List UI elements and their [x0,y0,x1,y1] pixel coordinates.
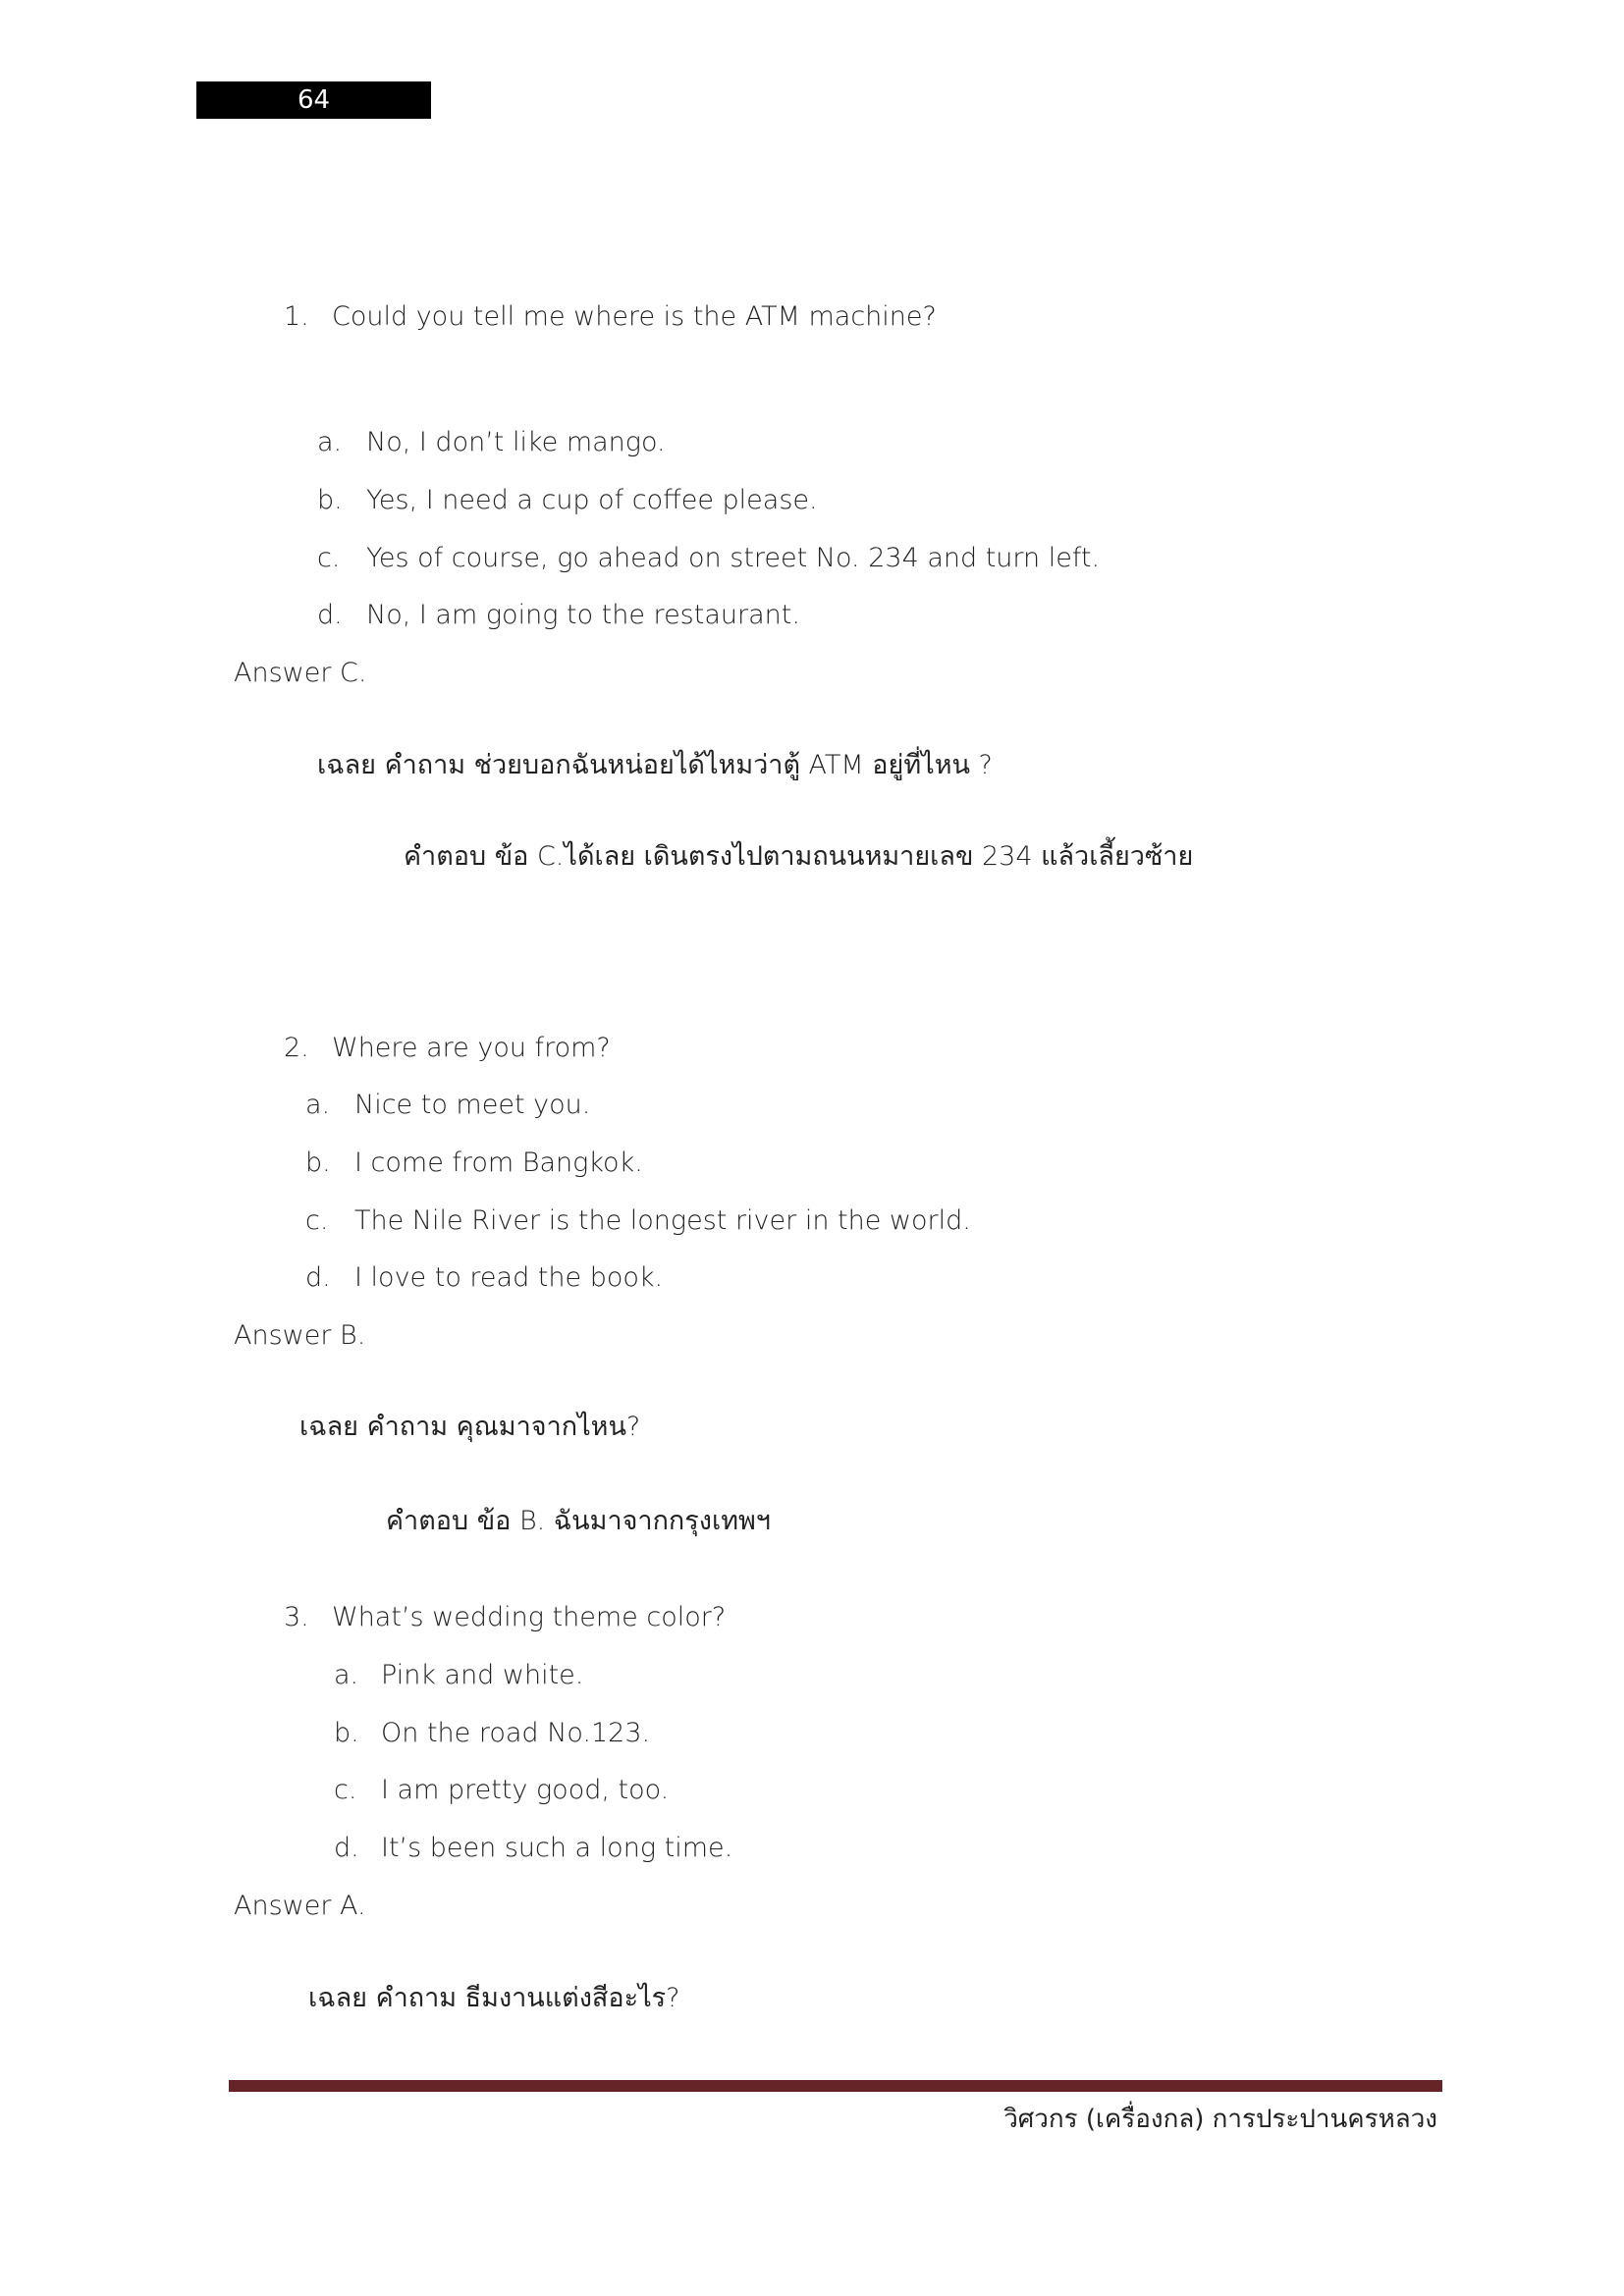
option-text: I love to read the book. [354,1262,664,1293]
thai-answer: คำตอบ ข้อ C.ได้เลย เดินตรงไปตามถนนหมายเลข 234 แล้วเลี้ยวซ้าย [404,841,1194,872]
answer-label: Answer C. [234,658,367,688]
option-text: No, I am going to the restaurant. [366,600,800,630]
question-text: What’s wedding theme color? [332,1602,727,1632]
option-text: It’s been such a long time. [381,1833,733,1863]
thai-question: เฉลย คำถาม ช่วยบอกฉันหน่อยได้ไหมว่าตู้ ATM อยู่ที่ไหน ? [317,750,993,780]
option-text: Nice to meet you. [354,1090,591,1120]
answer-label: Answer A. [234,1891,366,1921]
option-letter: a. [305,1090,331,1120]
option-text: On the road No.123. [381,1718,651,1748]
option-letter: c. [305,1205,329,1236]
footer-text: วิศวกร (เครื่องกล) การประปานครหลวง [1003,2105,1437,2134]
option-letter: a. [317,427,343,457]
option-text: No, I don’t like mango. [366,427,666,457]
option-text: The Nile River is the longest river in the world. [354,1205,971,1236]
option-letter: b. [334,1718,359,1748]
question-text: Could you tell me where is the ATM machine? [332,301,937,332]
thai-question: เฉลย คำถาม คุณมาจากไหน? [299,1412,641,1442]
option-text: Yes, I need a cup of coffee please. [366,485,818,515]
option-letter: a. [334,1660,359,1690]
option-text: I come from Bangkok. [354,1148,643,1178]
option-letter: c. [317,543,341,573]
question-text: Where are you from? [332,1033,611,1063]
question-number: 1. [284,301,309,332]
thai-answer: คำตอบ ข้อ B. ฉันมาจากกรุงเทพฯ [386,1506,771,1536]
option-letter: c. [334,1775,357,1805]
option-letter: b. [317,485,343,515]
option-text: I am pretty good, too. [381,1775,670,1805]
thai-question: เฉลย คำถาม ธีมงานแต่งสีอะไร? [308,1983,680,2013]
footer-divider [229,2080,1442,2092]
question-number: 2. [284,1033,309,1063]
question-number: 3. [284,1602,309,1632]
option-letter: b. [305,1148,331,1178]
page-number: 64 [196,81,431,119]
answer-label: Answer B. [234,1320,366,1351]
option-letter: d. [334,1833,359,1863]
option-letter: d. [317,600,343,630]
option-letter: d. [305,1262,331,1293]
option-text: Yes of course, go ahead on street No. 234 and turn left. [366,543,1101,573]
option-text: Pink and white. [381,1660,584,1690]
